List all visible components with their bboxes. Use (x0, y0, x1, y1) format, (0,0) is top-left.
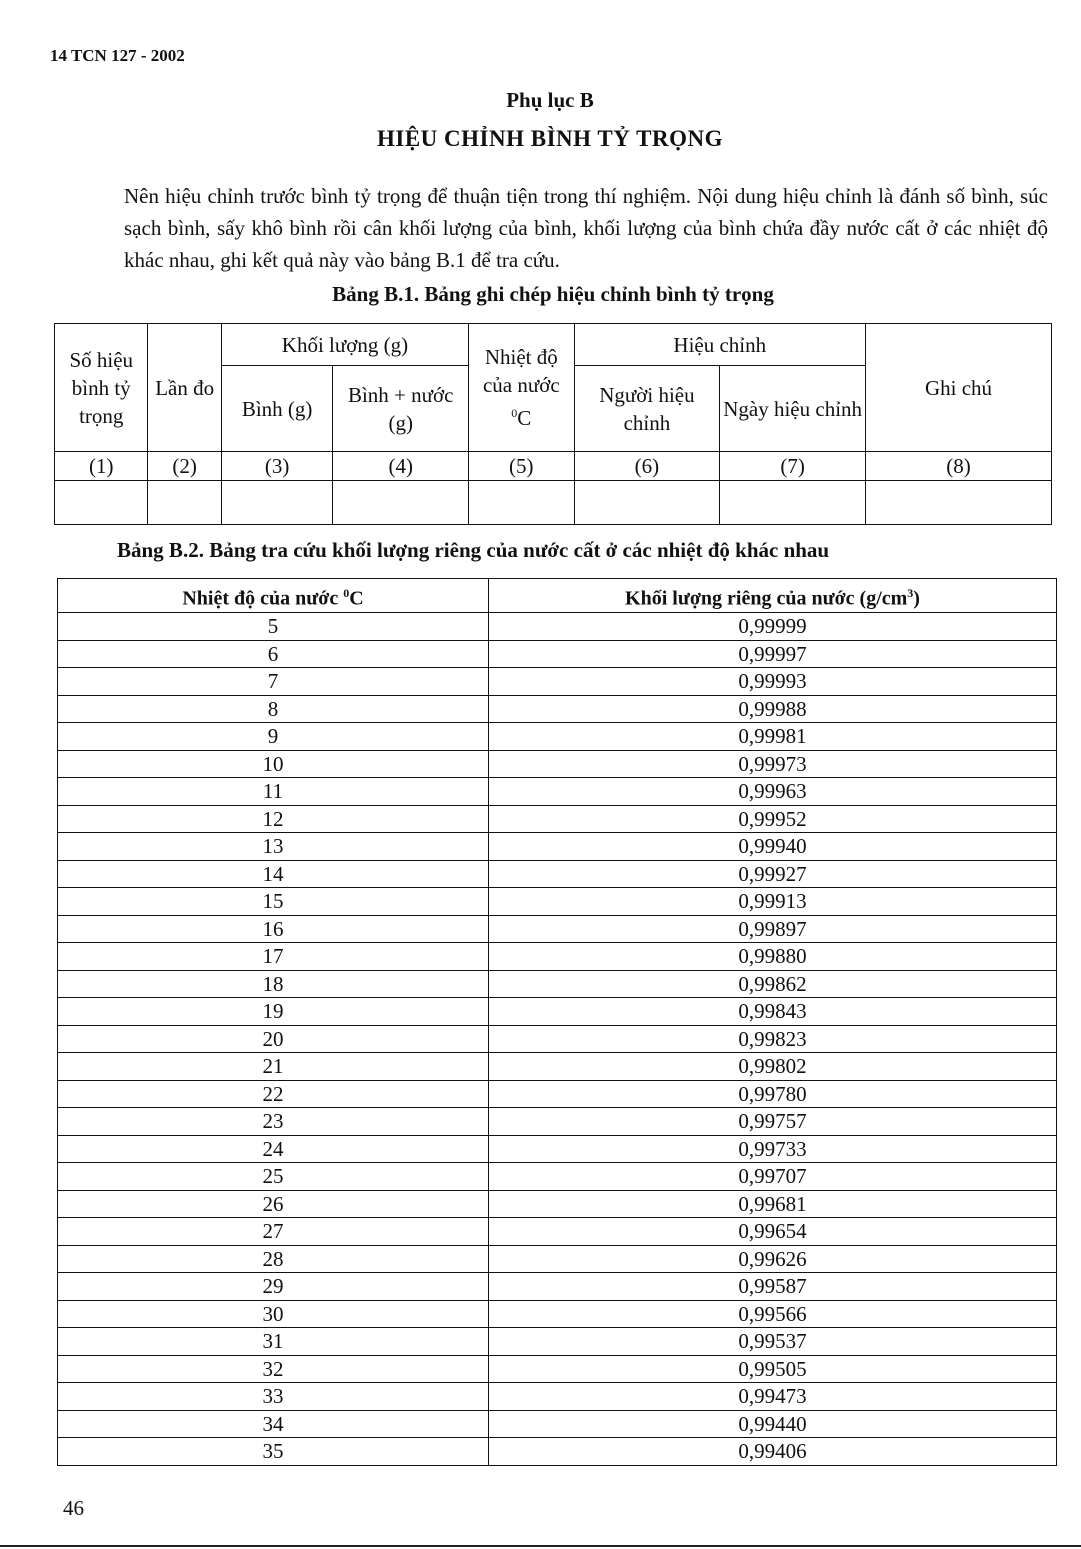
col-header-nguoi: Người hiệu chỉnh (574, 366, 720, 452)
density-cell: 0,99940 (489, 833, 1057, 861)
table1-caption: Bảng B.1. Bảng ghi chép hiệu chỉnh bình tỷ trọng (332, 282, 774, 306)
temperature-cell: 33 (58, 1383, 489, 1411)
table-row (58, 1273, 1057, 1301)
density-cell: 0,99843 (489, 998, 1057, 1026)
density-cell: 0,99913 (489, 888, 1057, 916)
bottom-rule (0, 1545, 1081, 1547)
table-row (58, 1108, 1057, 1136)
page-number: 46 (63, 1496, 84, 1520)
density-cell: 0,99757 (489, 1108, 1057, 1136)
col-header-binh-nuoc: Bình + nước (g) (333, 366, 469, 452)
temperature-cell: 30 (58, 1300, 489, 1328)
density-cell: 0,99780 (489, 1080, 1057, 1108)
col-number: (7) (720, 452, 866, 481)
table-row (58, 1025, 1057, 1053)
density-cell: 0,99862 (489, 970, 1057, 998)
temperature-cell: 25 (58, 1163, 489, 1191)
density-cell: 0,99981 (489, 723, 1057, 751)
temperature-cell: 26 (58, 1190, 489, 1218)
empty-cell (866, 481, 1052, 525)
empty-cell (55, 481, 148, 525)
temperature-cell: 23 (58, 1108, 489, 1136)
density-cell: 0,99999 (489, 613, 1057, 641)
table-row (58, 695, 1057, 723)
table-row (58, 723, 1057, 751)
temperature-cell: 21 (58, 1053, 489, 1081)
temperature-cell: 18 (58, 970, 489, 998)
density-cell: 0,99733 (489, 1135, 1057, 1163)
temperature-cell: 12 (58, 805, 489, 833)
density-cell: 0,99897 (489, 915, 1057, 943)
temperature-cell: 27 (58, 1218, 489, 1246)
table-row (58, 1355, 1057, 1383)
col-number: (1) (55, 452, 148, 481)
col-header-lan-do: Lần đo (148, 324, 221, 452)
density-cell: 0,99880 (489, 943, 1057, 971)
table-row (58, 1245, 1057, 1273)
empty-cell (720, 481, 866, 525)
temperature-cell: 17 (58, 943, 489, 971)
density-cell: 0,99973 (489, 750, 1057, 778)
table-row (58, 1053, 1057, 1081)
empty-cell (469, 481, 575, 525)
intro-paragraph: Nên hiệu chỉnh trước bình tỷ trọng để thuận tiện trong thí nghiệm. Nội dung hiệu chỉnh là đánh số bình, súc sạch bình, sấy khô bình rồi cân khối lượng của bình, khối lượng của bình chứa đầy nước cất ở các nhiệt độ khác nhau, ghi kết quả này vào bảng B.1 để tra cứu. (124, 184, 1048, 272)
density-cell: 0,99952 (489, 805, 1057, 833)
col-header-ghi-chu: Ghi chú (866, 324, 1052, 452)
table-row (58, 1135, 1057, 1163)
temperature-cell: 9 (58, 723, 489, 751)
col-header-binh: Bình (g) (221, 366, 333, 452)
table-row (58, 1328, 1057, 1356)
density-cell: 0,99988 (489, 695, 1057, 723)
temperature-cell: 16 (58, 915, 489, 943)
density-cell: 0,99406 (489, 1438, 1057, 1466)
col-number: (6) (574, 452, 720, 481)
table-row (58, 1218, 1057, 1246)
col-header-temperature: Nhiệt độ của nước $^0$C (58, 579, 489, 613)
density-cell: 0,99823 (489, 1025, 1057, 1053)
density-cell: 0,99927 (489, 860, 1057, 888)
empty-cell (148, 481, 221, 525)
table-row (58, 970, 1057, 998)
temperature-cell: 6 (58, 640, 489, 668)
col-number: (8) (866, 452, 1052, 481)
table-row (58, 943, 1057, 971)
table-row (58, 1410, 1057, 1438)
density-cell: 0,99587 (489, 1273, 1057, 1301)
density-cell: 0,99537 (489, 1328, 1057, 1356)
density-cell: 0,99802 (489, 1053, 1057, 1081)
temperature-cell: 20 (58, 1025, 489, 1053)
temperature-cell: 5 (58, 613, 489, 641)
table-row (58, 888, 1057, 916)
table-row (58, 833, 1057, 861)
table-row (58, 640, 1057, 668)
water-density-table (57, 578, 1057, 1466)
col-header-so-hieu: Số hiệu bình tỷ trọng (55, 324, 148, 452)
density-cell: 0,99505 (489, 1355, 1057, 1383)
temperature-cell: 34 (58, 1410, 489, 1438)
density-cell: 0,99681 (489, 1190, 1057, 1218)
temperature-cell: 22 (58, 1080, 489, 1108)
density-cell: 0,99654 (489, 1218, 1057, 1246)
table-row (58, 1163, 1057, 1191)
col-number: (4) (333, 452, 469, 481)
table-row (58, 668, 1057, 696)
density-cell: 0,99626 (489, 1245, 1057, 1273)
table-row (58, 805, 1057, 833)
table-row (58, 778, 1057, 806)
col-header-ngay: Ngày hiệu chỉnh (720, 366, 866, 452)
table-row (58, 1300, 1057, 1328)
density-cell: 0,99566 (489, 1300, 1057, 1328)
document-code: 14 TCN 127 - 2002 (50, 46, 185, 65)
appendix-label: Phụ lục B (506, 88, 594, 112)
table-row (58, 1438, 1057, 1466)
col-number: (2) (148, 452, 221, 481)
density-cell: 0,99997 (489, 640, 1057, 668)
temperature-cell: 31 (58, 1328, 489, 1356)
temperature-cell: 7 (58, 668, 489, 696)
temperature-cell: 13 (58, 833, 489, 861)
density-cell: 0,99707 (489, 1163, 1057, 1191)
temperature-cell: 35 (58, 1438, 489, 1466)
temperature-cell: 24 (58, 1135, 489, 1163)
temperature-cell: 11 (58, 778, 489, 806)
table2-caption: Bảng B.2. Bảng tra cứu khối lượng riêng của nước cất ở các nhiệt độ khác nhau (117, 538, 830, 562)
col-header-density: Khối lượng riêng của nước $(g/cm^3)$ (489, 579, 1057, 613)
table-row (58, 613, 1057, 641)
col-header-khoi-luong: Khối lượng (g) (221, 324, 468, 366)
empty-cell (333, 481, 469, 525)
density-cell: 0,99473 (489, 1383, 1057, 1411)
temperature-cell: 15 (58, 888, 489, 916)
density-cell: 0,99440 (489, 1410, 1057, 1438)
calibration-record-table (54, 323, 1052, 525)
temperature-cell: 29 (58, 1273, 489, 1301)
temperature-cell: 19 (58, 998, 489, 1026)
temperature-cell: 10 (58, 750, 489, 778)
temperature-cell: 28 (58, 1245, 489, 1273)
col-header-hieu-chinh: Hiệu chỉnh (574, 324, 865, 366)
temperature-cell: 8 (58, 695, 489, 723)
table-row (58, 915, 1057, 943)
col-number: (3) (221, 452, 333, 481)
table-row (58, 860, 1057, 888)
table-row (58, 750, 1057, 778)
page-title: HIỆU CHỈNH BÌNH TỶ TRỌNG (377, 126, 723, 151)
temperature-cell: 32 (58, 1355, 489, 1383)
table-row (58, 1190, 1057, 1218)
density-cell: 0,99993 (489, 668, 1057, 696)
col-header-nhiet-do: Nhiệt độ của nước $^0$C (469, 324, 575, 452)
empty-cell (221, 481, 333, 525)
table-row (58, 1080, 1057, 1108)
empty-cell (574, 481, 720, 525)
table-row (58, 998, 1057, 1026)
col-number: (5) (469, 452, 575, 481)
density-cell: 0,99963 (489, 778, 1057, 806)
table-row (58, 1383, 1057, 1411)
temperature-cell: 14 (58, 860, 489, 888)
